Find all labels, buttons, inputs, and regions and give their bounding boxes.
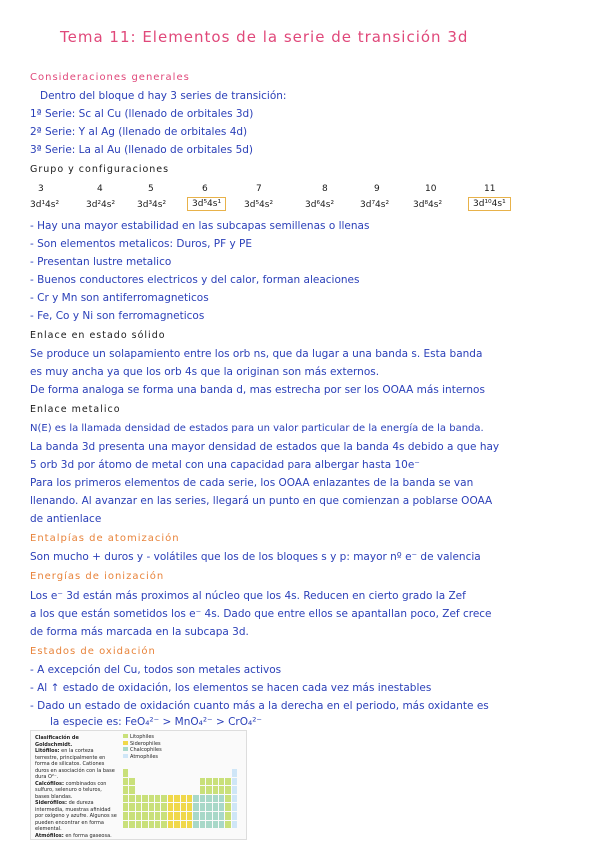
periodic-cell bbox=[200, 778, 205, 786]
periodic-cell bbox=[200, 786, 205, 794]
text-line: 3ª Serie: La al Au (llenado de orbitales 5d) bbox=[30, 144, 254, 156]
goldschmidt-figure bbox=[30, 730, 247, 840]
periodic-cell bbox=[213, 786, 218, 794]
text-line: 5 orb 3d por átomo de metal con una capacidad para albergar hasta 10e⁻ bbox=[30, 459, 420, 471]
periodic-cell bbox=[174, 795, 179, 803]
periodic-cell bbox=[161, 795, 166, 803]
legend-item: Atmophiles bbox=[123, 754, 162, 761]
electron-config: 3d²4s² bbox=[86, 200, 116, 210]
periodic-cell bbox=[200, 795, 205, 803]
electron-config: 3d⁵4s² bbox=[244, 200, 274, 210]
periodic-cell bbox=[232, 778, 237, 786]
text-line: La banda 3d presenta una mayor densidad de estados que la banda 4s debido a que hay bbox=[30, 441, 500, 453]
periodic-cell bbox=[155, 821, 160, 829]
periodic-cell bbox=[219, 795, 224, 803]
periodic-cell bbox=[232, 812, 237, 820]
periodic-cell bbox=[225, 795, 230, 803]
electron-config: 3d⁷4s² bbox=[360, 200, 390, 210]
electron-config: 3d⁶4s² bbox=[305, 200, 335, 210]
electron-config-highlighted: 3d¹⁰4s¹ bbox=[468, 197, 511, 211]
legend-item: Litophiles bbox=[123, 734, 162, 741]
periodic-cell bbox=[213, 812, 218, 820]
periodic-cell bbox=[136, 803, 141, 811]
periodic-cell bbox=[206, 812, 211, 820]
group-number: 4 bbox=[97, 184, 103, 194]
periodic-cell bbox=[129, 812, 134, 820]
electron-config-highlighted: 3d⁵4s¹ bbox=[187, 197, 226, 211]
periodic-cell bbox=[168, 803, 173, 811]
periodic-cell bbox=[129, 795, 134, 803]
electron-config: 3d⁸4s² bbox=[413, 200, 443, 210]
periodic-cell bbox=[219, 778, 224, 786]
bullet-line: - Son elementos metalicos: Duros, PF y PE bbox=[30, 238, 252, 250]
periodic-cell bbox=[219, 786, 224, 794]
periodic-cell bbox=[123, 778, 128, 786]
group-number: 9 bbox=[374, 184, 380, 194]
text-line: la especie es: FeO₄²⁻ > MnO₄²⁻ > CrO₄²⁻ bbox=[50, 716, 262, 728]
periodic-cell bbox=[225, 821, 230, 829]
periodic-cell bbox=[219, 821, 224, 829]
caption-item: Atmófilos: en forma gaseosa. bbox=[35, 832, 112, 839]
periodic-cell bbox=[136, 795, 141, 803]
bullet-line: - Buenos conductores electricos y del calor, forman aleaciones bbox=[30, 274, 360, 286]
text-line: Para los primeros elementos de cada serie, los OOAA enlazantes de la banda se van bbox=[30, 477, 474, 489]
periodic-cell bbox=[123, 795, 128, 803]
periodic-cell bbox=[187, 795, 192, 803]
periodic-cell bbox=[181, 795, 186, 803]
periodic-cell bbox=[181, 803, 186, 811]
periodic-cell bbox=[187, 812, 192, 820]
text-line: Se produce un solapamiento entre los orb ns, que da lugar a una banda s. Esta banda bbox=[30, 348, 483, 360]
periodic-cell bbox=[206, 803, 211, 811]
page-title: Tema 11: Elementos de la serie de transición 3d bbox=[60, 28, 469, 46]
periodic-cell bbox=[136, 812, 141, 820]
periodic-cell bbox=[232, 786, 237, 794]
caption-item: Litófilos: en la corteza terrestre, principalmente en forma de silicatos. Cationes duros en asociación con la base dura O²⁻. bbox=[35, 748, 115, 780]
periodic-cell bbox=[123, 786, 128, 794]
periodic-cell bbox=[213, 778, 218, 786]
group-number: 7 bbox=[256, 184, 262, 194]
caption-item: Siderófilos: de dureza intermedia, muestras afinidad por oxígeno y azufre. Algunos se pueden encontrar en forma elemental. bbox=[35, 800, 117, 832]
periodic-cell bbox=[225, 812, 230, 820]
periodic-cell bbox=[213, 795, 218, 803]
bullet-line: - Presentan lustre metalico bbox=[30, 256, 172, 268]
periodic-cell bbox=[200, 812, 205, 820]
periodic-table-illustration bbox=[123, 761, 241, 835]
figure-legend bbox=[123, 734, 162, 760]
periodic-cell bbox=[187, 821, 192, 829]
text-line: Los e⁻ 3d están más proximos al núcleo que los 4s. Reducen en cierto grado la Zef bbox=[30, 590, 466, 602]
bullet-line: - Al ↑ estado de oxidación, los elementos se hacen cada vez más inestables bbox=[30, 682, 432, 694]
periodic-cell bbox=[129, 786, 134, 794]
text-line: Dentro del bloque d hay 3 series de transición: bbox=[40, 90, 287, 102]
periodic-cell bbox=[123, 803, 128, 811]
periodic-cell bbox=[206, 786, 211, 794]
periodic-cell bbox=[206, 778, 211, 786]
periodic-cell bbox=[129, 821, 134, 829]
periodic-cell bbox=[155, 795, 160, 803]
periodic-cell bbox=[149, 795, 154, 803]
periodic-cell bbox=[123, 812, 128, 820]
periodic-cell bbox=[129, 778, 134, 786]
periodic-cell bbox=[193, 795, 198, 803]
periodic-cell bbox=[155, 803, 160, 811]
text-line: 1ª Serie: Sc al Cu (llenado de orbitales 3d) bbox=[30, 108, 254, 120]
text-line: llenando. Al avanzar en las series, llegará un punto en que comienzan a poblarse OOAA bbox=[30, 495, 493, 507]
heading-enlace-solido: Enlace en estado sólido bbox=[30, 330, 166, 341]
periodic-cell bbox=[168, 821, 173, 829]
periodic-cell bbox=[123, 821, 128, 829]
periodic-cell bbox=[161, 821, 166, 829]
periodic-cell bbox=[193, 821, 198, 829]
bullet-line: - Cr y Mn son antiferromagneticos bbox=[30, 292, 209, 304]
figure-caption bbox=[35, 735, 117, 839]
periodic-cell bbox=[206, 821, 211, 829]
group-number: 3 bbox=[38, 184, 44, 194]
periodic-cell bbox=[181, 821, 186, 829]
periodic-cell bbox=[168, 795, 173, 803]
periodic-cell bbox=[161, 812, 166, 820]
periodic-cell bbox=[174, 812, 179, 820]
bullet-line: - A excepción del Cu, todos son metales activos bbox=[30, 664, 282, 676]
periodic-cell bbox=[155, 812, 160, 820]
legend-item: Chalcophiles bbox=[123, 747, 162, 754]
periodic-cell bbox=[129, 803, 134, 811]
text-line: es muy ancha ya que los orb 4s que la originan son más externos. bbox=[30, 366, 380, 378]
periodic-cell bbox=[219, 812, 224, 820]
group-number: 11 bbox=[484, 184, 496, 194]
periodic-cell bbox=[225, 803, 230, 811]
periodic-cell bbox=[142, 803, 147, 811]
periodic-cell bbox=[200, 821, 205, 829]
heading-enlace-metalico: Enlace metalico bbox=[30, 404, 121, 415]
periodic-cell bbox=[219, 803, 224, 811]
bullet-line: - Dado un estado de oxidación cuanto más a la derecha en el periodo, más oxidante es bbox=[30, 700, 489, 712]
heading-grupos: Grupo y configuraciones bbox=[30, 164, 170, 175]
periodic-cell bbox=[168, 812, 173, 820]
group-number: 8 bbox=[322, 184, 328, 194]
text-line: 2ª Serie: Y al Ag (llenado de orbitales 4d) bbox=[30, 126, 248, 138]
group-number: 6 bbox=[202, 184, 208, 194]
periodic-cell bbox=[200, 803, 205, 811]
periodic-cell bbox=[232, 821, 237, 829]
heading-oxidacion: Estados de oxidación bbox=[30, 646, 156, 657]
caption-title: Clasificación de Goldschmidt. bbox=[35, 735, 79, 748]
periodic-cell bbox=[149, 803, 154, 811]
group-number: 5 bbox=[148, 184, 154, 194]
periodic-cell bbox=[142, 821, 147, 829]
periodic-cell bbox=[142, 812, 147, 820]
periodic-cell bbox=[187, 803, 192, 811]
heading-entalpias: Entalpías de atomización bbox=[30, 533, 180, 544]
periodic-cell bbox=[149, 812, 154, 820]
periodic-cell bbox=[174, 821, 179, 829]
periodic-cell bbox=[161, 803, 166, 811]
periodic-cell bbox=[123, 769, 128, 777]
text-line: N(E) es la llamada densidad de estados para un valor particular de la energía de la banda. bbox=[30, 423, 484, 434]
periodic-cell bbox=[181, 812, 186, 820]
heading-ionizacion: Energías de ionización bbox=[30, 571, 165, 582]
bullet-line: - Fe, Co y Ni son ferromagneticos bbox=[30, 310, 205, 322]
periodic-cell bbox=[149, 821, 154, 829]
periodic-cell bbox=[225, 778, 230, 786]
text-line: de forma más marcada en la subcapa 3d. bbox=[30, 626, 249, 638]
text-line: Son mucho + duros y - volátiles que los de los bloques s y p: mayor nº e⁻ de valencia bbox=[30, 551, 481, 563]
legend-item: Siderophiles bbox=[123, 741, 162, 748]
electron-config: 3d¹4s² bbox=[30, 200, 60, 210]
periodic-cell bbox=[142, 795, 147, 803]
text-line: De forma analoga se forma una banda d, mas estrecha por ser los OOAA más internos bbox=[30, 384, 485, 396]
periodic-cell bbox=[232, 803, 237, 811]
periodic-cell bbox=[232, 795, 237, 803]
periodic-cell bbox=[193, 812, 198, 820]
periodic-cell bbox=[174, 803, 179, 811]
electron-config: 3d³4s² bbox=[137, 200, 167, 210]
bullet-line: - Hay una mayor estabilidad en las subcapas semillenas o llenas bbox=[30, 220, 370, 232]
periodic-cell bbox=[225, 786, 230, 794]
periodic-cell bbox=[213, 821, 218, 829]
periodic-cell bbox=[232, 769, 237, 777]
periodic-cell bbox=[136, 821, 141, 829]
periodic-cell bbox=[193, 803, 198, 811]
heading-consideraciones: Consideraciones generales bbox=[30, 72, 190, 83]
text-line: de antienlace bbox=[30, 513, 102, 525]
periodic-cell bbox=[206, 795, 211, 803]
text-line: a los que están sometidos los e⁻ 4s. Dado que entre ellos se apantallan poco, Zef crece bbox=[30, 608, 492, 620]
group-number: 10 bbox=[425, 184, 437, 194]
periodic-cell bbox=[213, 803, 218, 811]
caption-item: Calcófilos: combinados con sulfuro, selenuro o teluros, bases blandas. bbox=[35, 780, 107, 800]
